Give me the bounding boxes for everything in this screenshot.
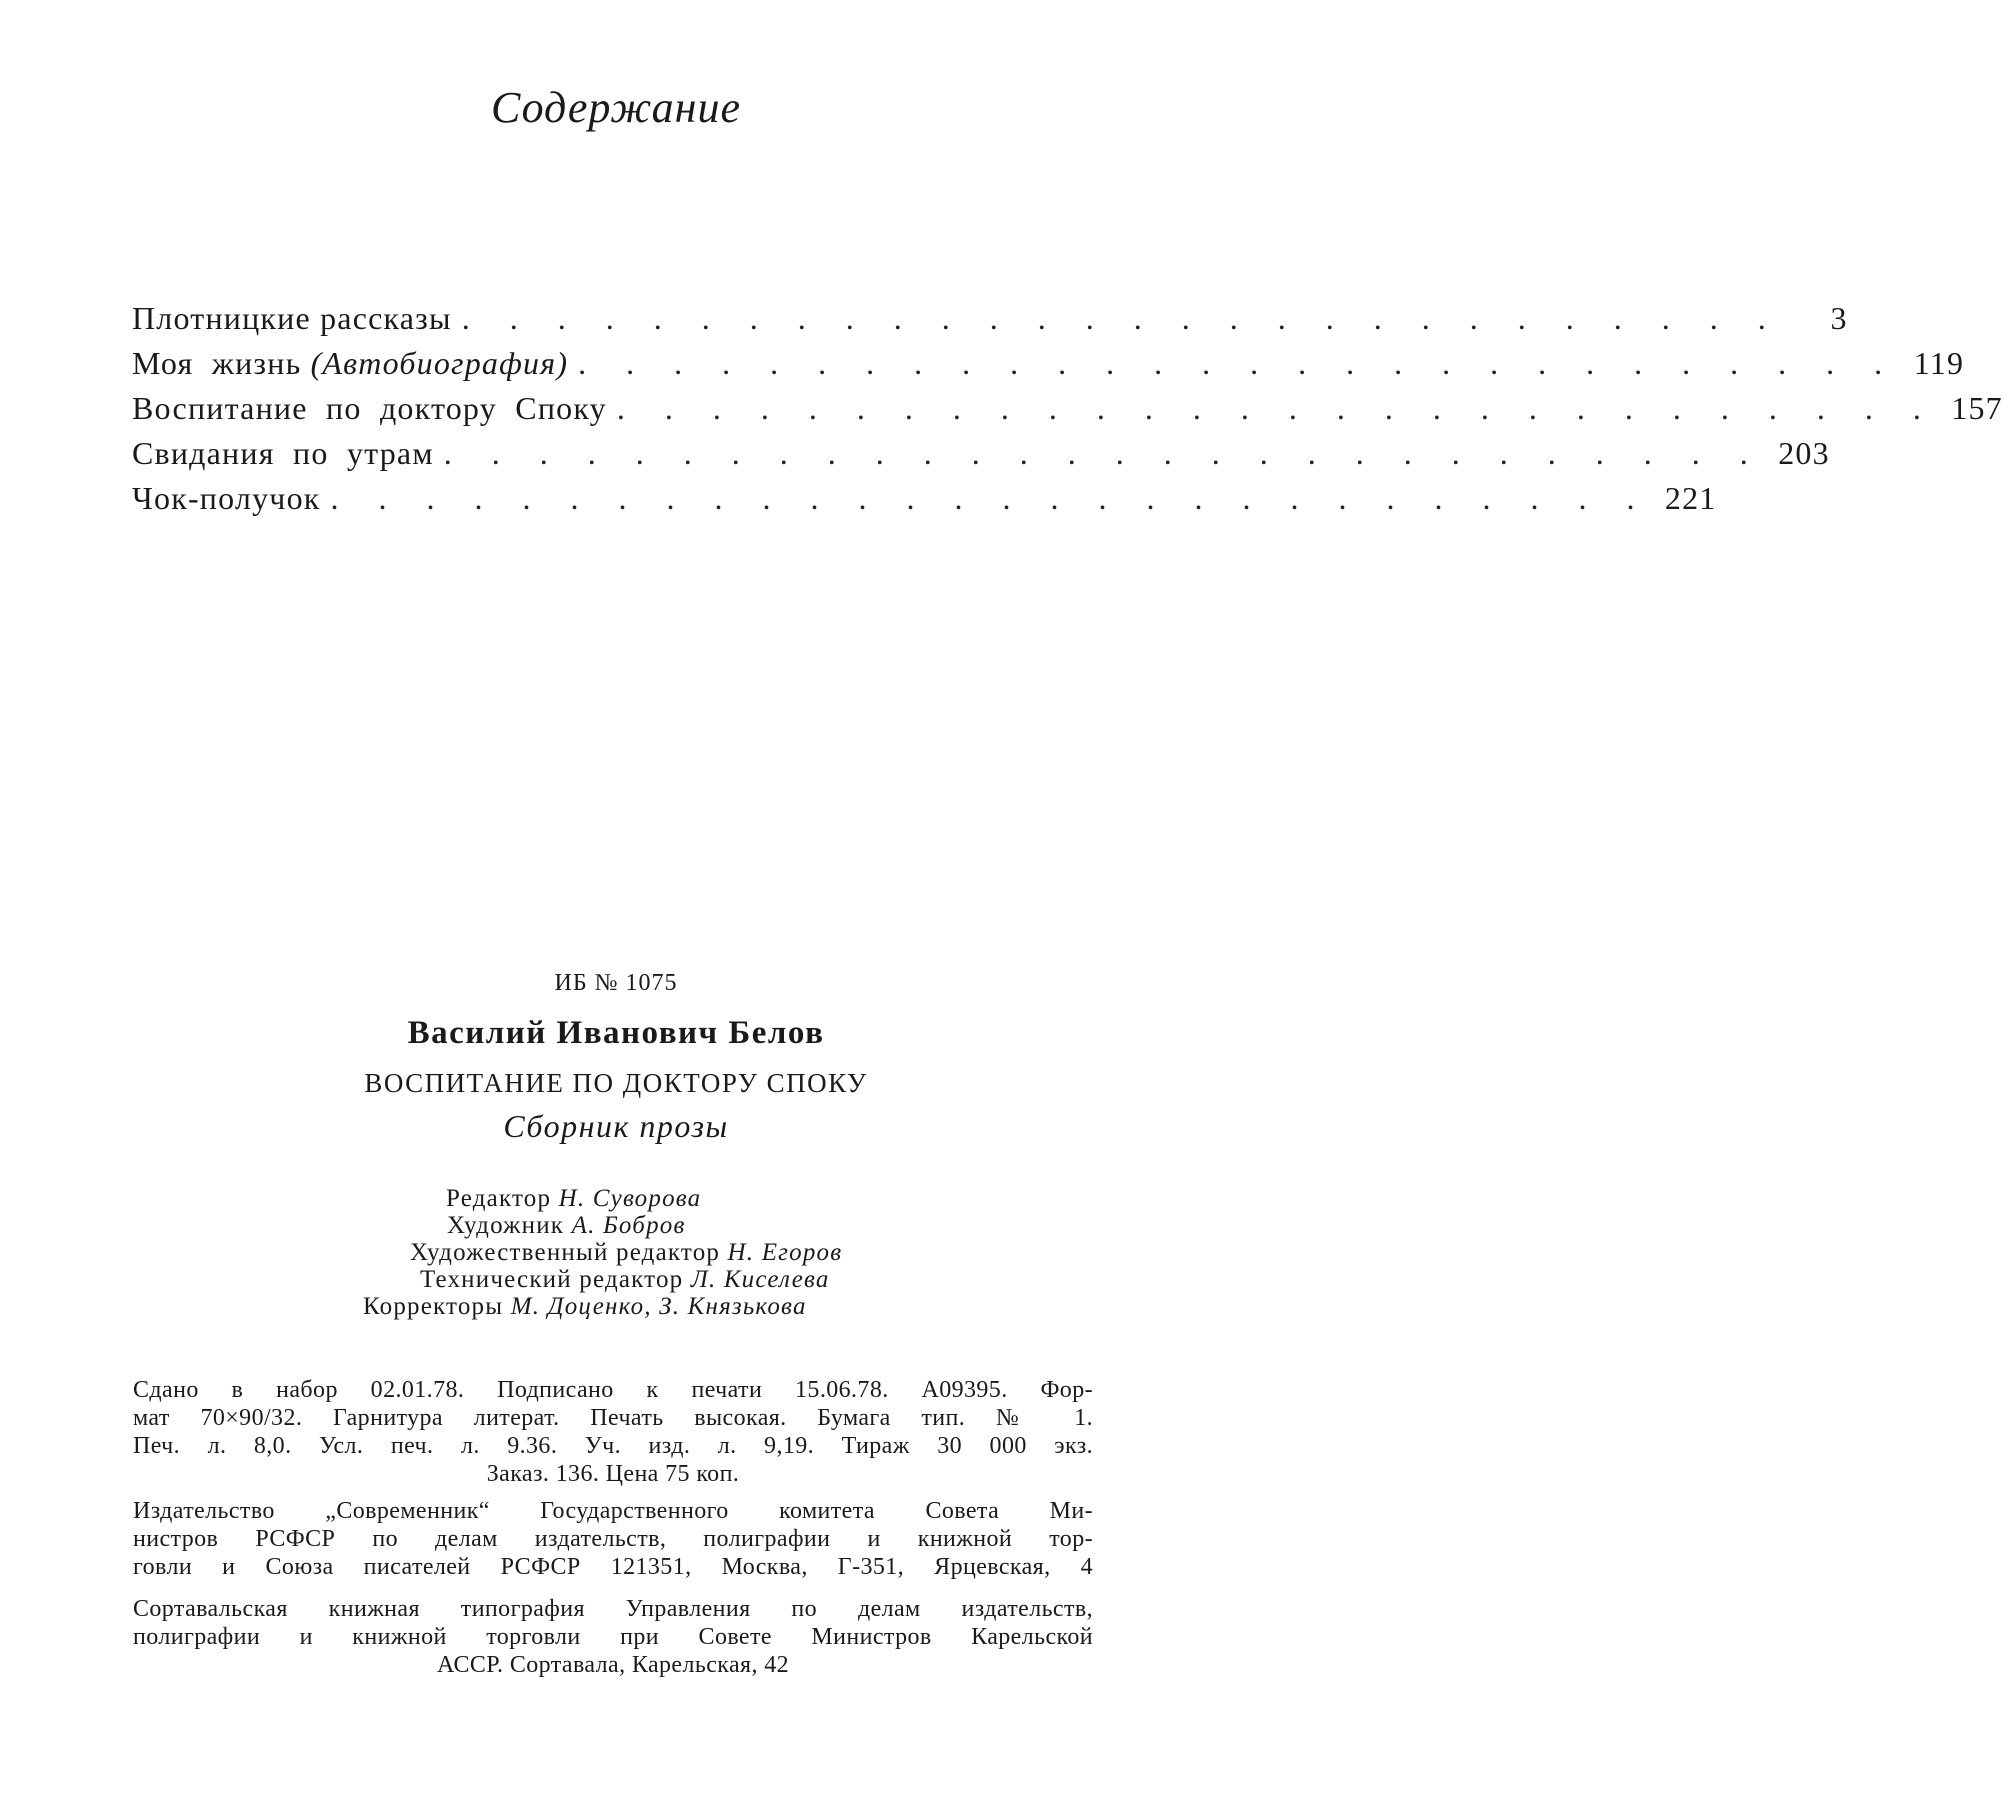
credit-line: Технический редактор Л. Киселева (420, 1266, 830, 1293)
toc-leader-dots: . . . . . . . . . . . . . . . . . . . . . . . . . . . . (578, 345, 1899, 381)
publisher-info (133, 1497, 1093, 1581)
toc-entry-page: 157 (1951, 390, 2003, 426)
toc-entry-title: Моя жизнь (Автобиография) (132, 345, 569, 381)
toc-leader-dots: . . . . . . . . . . . . . . . . . . . . . . . . . . . . (443, 435, 1764, 471)
toc-leader-dots: . . . . . . . . . . . . . . . . . . . . . . . . . . . . (330, 480, 1651, 516)
publisher-line: говли и Союза писателей РСФСР 121351, Москва, Г-351, Ярцевская, 4 (133, 1554, 1093, 1580)
toc-entry-title: Плотницкие рассказы (132, 300, 452, 336)
typography-line: полиграфии и книжной торговли при Совете Министров Карельской (133, 1624, 1093, 1650)
book-title: ВОСПИТАНИЕ ПО ДОКТОРУ СПОКУ (364, 1068, 868, 1098)
toc-entry-title: Чок-получок (132, 480, 321, 516)
publisher-line: нистров РСФСР по делам издательств, полиграфии и книжной тор- (133, 1526, 1093, 1552)
print-info-line: мат 70×90/32. Гарнитура литерат. Печать высокая. Бумага тип. № 1. (133, 1405, 1093, 1431)
credit-line: Корректоры М. Доценко, З. Князькова (363, 1293, 807, 1320)
book-subtitle: Сборник прозы (503, 1108, 729, 1144)
typography-line: Сортавальская книжная типография Управления по делам издательств, (133, 1596, 1093, 1622)
toc-entry-page: 119 (1913, 345, 1965, 381)
toc-entry-title: Свидания по утрам (132, 435, 434, 471)
credit-line: Художник А. Бобров (447, 1212, 686, 1239)
credit-line: Художественный редактор Н. Егоров (410, 1239, 843, 1266)
print-info-line: Сдано в набор 02.01.78. Подписано к печати 15.06.78. А09395. Фор- (133, 1377, 1093, 1403)
toc-entry (132, 480, 1717, 525)
page-title: Содержание (490, 83, 741, 132)
toc-entry-title: Воспитание по доктору Споку (132, 390, 607, 426)
toc-entry-page: 3 (1830, 300, 1848, 336)
author-name: Василий Иванович Белов (407, 1015, 825, 1051)
print-info-line: Печ. л. 8,0. Усл. печ. л. 9.36. Уч. изд. л. 9,19. Тираж 30 000 экз. (133, 1433, 1093, 1459)
typography-line: АССР. Сортавала, Карельская, 42 (436, 1652, 790, 1678)
ib-number: ИБ № 1075 (554, 970, 678, 996)
publisher-line: Издательство „Современник“ Государственного комитета Совета Ми- (133, 1498, 1093, 1524)
table-of-contents (132, 300, 2003, 525)
toc-leader-dots: . . . . . . . . . . . . . . . . . . . . . . . . . . . . (616, 390, 1937, 426)
print-info (133, 1376, 1093, 1488)
toc-entry (132, 435, 1830, 480)
toc-leader-dots: . . . . . . . . . . . . . . . . . . . . . . . . . . . . (461, 300, 1782, 336)
toc-entry (132, 390, 2003, 435)
toc-entry-page: 203 (1778, 435, 1830, 471)
credit-line: Редактор Н. Суворова (446, 1185, 702, 1212)
print-info-line: Заказ. 136. Цена 75 коп. (486, 1461, 740, 1487)
toc-entry-page: 221 (1664, 480, 1717, 516)
toc-entry (132, 300, 1848, 345)
toc-entry (132, 345, 1965, 390)
typography-info (133, 1595, 1093, 1679)
